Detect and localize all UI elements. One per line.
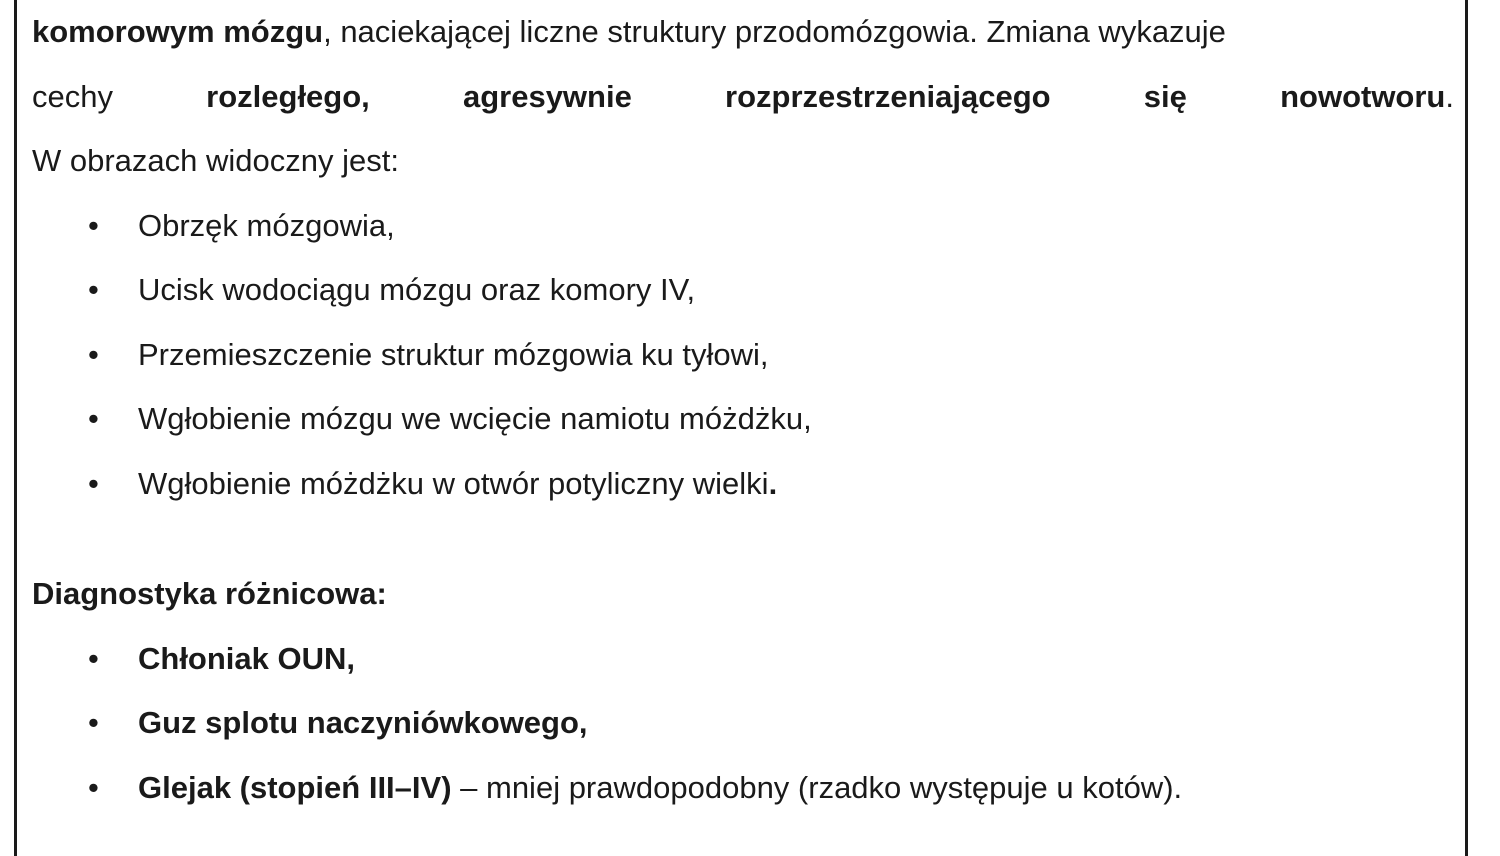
- bullet-icon: •: [88, 207, 99, 243]
- differential-list: [32, 627, 1454, 821]
- bullet-icon: •: [88, 336, 99, 372]
- word-agresywnie: agresywnie: [462, 78, 632, 114]
- diagnosis-name: Guz splotu naczyniówkowego,: [138, 705, 588, 740]
- finding-text: Wgłobienie mózgu we wcięcie namiotu móżdżku,: [138, 401, 812, 436]
- line-2-period: .: [1445, 78, 1454, 114]
- word-rozleglego: rozległego,: [206, 78, 370, 114]
- list-item: [32, 691, 1454, 756]
- word-rozprzestrzeniajacego: rozprzestrzeniającego: [725, 78, 1051, 114]
- bold-phrase-ventricular-brain: komorowym mózgu: [32, 14, 324, 49]
- bullet-icon: •: [88, 640, 99, 676]
- paragraph-line-3: W obrazach widoczny jest:: [32, 143, 399, 178]
- bullet-icon: •: [88, 705, 99, 740]
- section-spacer: [32, 516, 1454, 562]
- word-nowotworu-group: [1280, 65, 1454, 130]
- finding-text: Obrzęk mózgowia,: [138, 207, 395, 243]
- word-sie: się: [1143, 78, 1187, 114]
- finding-text: Przemieszczenie struktur mózgowia ku tyłowi,: [138, 336, 769, 372]
- list-item: [32, 194, 1454, 259]
- bullet-icon: •: [88, 769, 99, 805]
- word-nowotworu: nowotworu: [1280, 78, 1446, 114]
- finding-text: Ucisk wodociągu mózgu oraz komory IV,: [138, 272, 696, 307]
- diagnosis-name: Glejak (stopień III–IV): [138, 769, 452, 805]
- finding-text: Wgłobienie móżdżku w otwór potyliczny wielki: [138, 465, 769, 501]
- paragraph-line-2: [32, 65, 1454, 130]
- list-item: [32, 756, 1454, 821]
- diagnosis-name: Chłoniak OUN,: [138, 640, 356, 676]
- bullet-icon: •: [88, 401, 99, 436]
- bullet-icon: •: [88, 465, 99, 501]
- list-item: [32, 258, 1454, 323]
- list-item: [32, 323, 1454, 388]
- diagnosis-note: – mniej prawdopodobny (rzadko występuje u kotów).: [451, 769, 1183, 805]
- paragraph-line-1: [32, 0, 1454, 65]
- document-content: [32, 0, 1454, 820]
- paragraph-line-1-text: , naciekającej liczne struktury przodomózgowia. Zmiana wykazuje: [323, 14, 1226, 49]
- list-item: [32, 452, 1454, 517]
- findings-list: [32, 194, 1454, 517]
- finding-period: .: [768, 465, 778, 501]
- list-item: [32, 387, 1454, 452]
- word-cechy: cechy: [32, 78, 113, 114]
- description-paragraph: [32, 0, 1454, 194]
- bullet-icon: •: [88, 272, 99, 307]
- list-item: [32, 627, 1454, 692]
- differential-heading: Diagnostyka różnicowa:: [32, 576, 387, 611]
